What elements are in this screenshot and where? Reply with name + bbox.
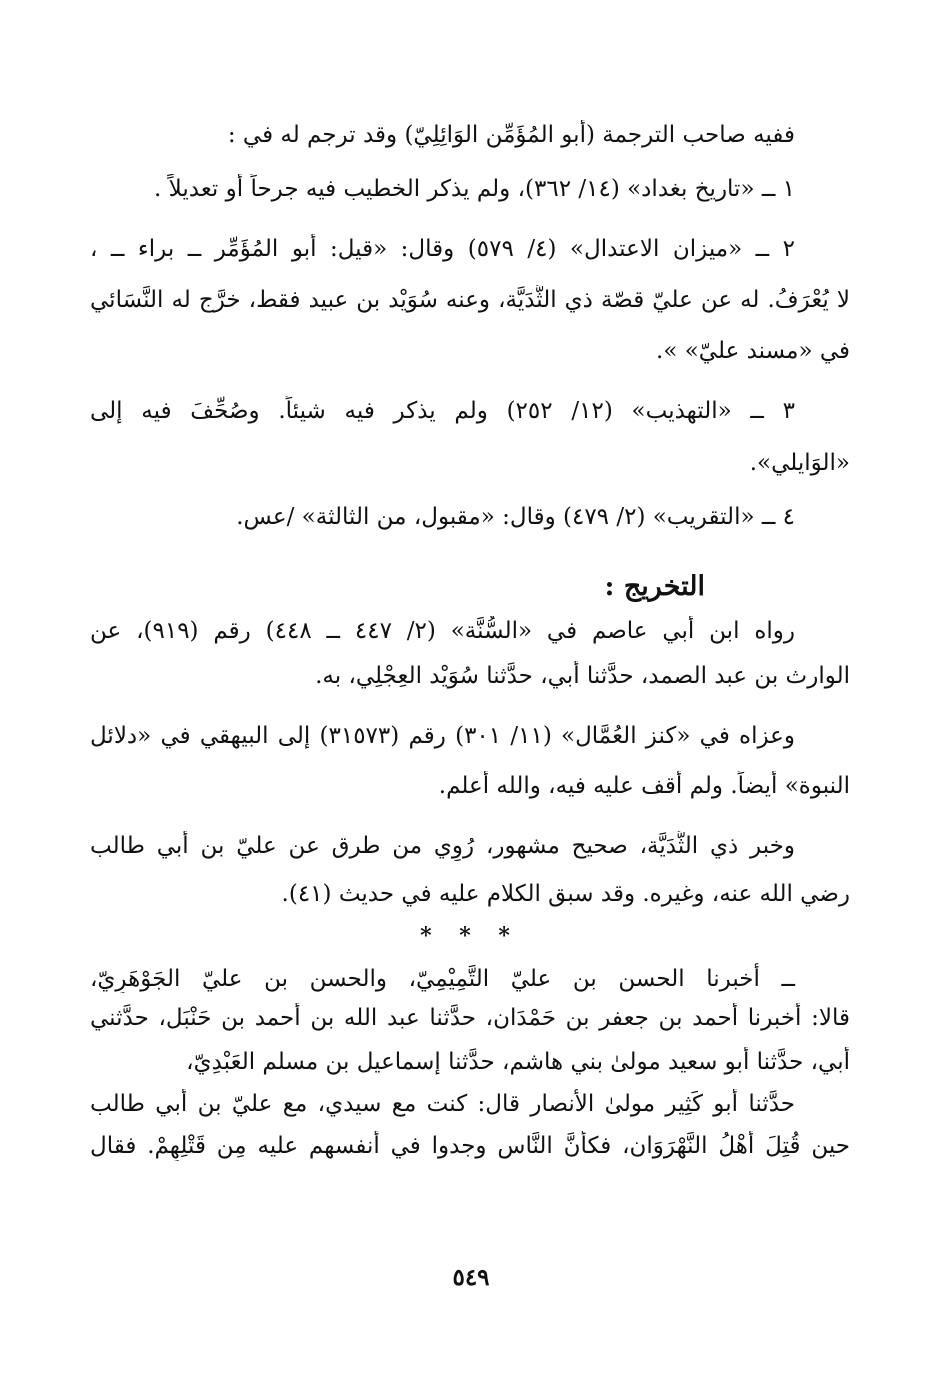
text-line: وعزاه في «كنز العُمَّال» (١١/ ٣٠١) رقم (٣١٥٧٣) إلى البيهقي في «دلائل — [90, 723, 795, 749]
text-line: حدَّثنا أبو كَثِير مولىٰ الأنصار قال: كنت مع سيدي، مع عليّ بن أبي طالب — [90, 1091, 795, 1117]
text-line: النبوة» أيضاً. ولم أقف عليه فيه، والله أعلم. — [438, 773, 850, 799]
page-number: ٥٤٩ — [452, 1264, 490, 1291]
source-item-2: ٢ ــ «ميزان الاعتدال» (٤/ ٥٧٩) وقال: «قيل: أبو المُؤَمِّر ــ براء ــ ، — [90, 236, 796, 262]
hadith-opening-line — [90, 963, 850, 993]
text-line: وخبر ذي الثُّدَيَّة، صحيح مشهور، رُوِي من طرق عن عليّ بن أبي طالب — [90, 833, 795, 859]
page-body — [90, 112, 850, 1161]
text-line: في «مسند عليّ» ». — [656, 338, 850, 364]
source-item-4: ٤ ــ «التقريب» (٢/ ٤٧٩) وقال: «مقبول، من الثالثة» /عس. — [236, 504, 795, 530]
text-line: أبي، حدَّثنا أبو سعيد مولىٰ بني هاشم، حدَّثنا إسماعيل بن مسلم العَبْدِيّ، — [186, 1049, 850, 1075]
source-item-3: ٣ ــ «التهذيب» (١٢/ ٢٥٢) ولم يذكر فيه شيئاً. وصُحِّفَ فيه إلى — [90, 398, 795, 424]
text-line: قالا: أخبرنا أحمد بن جعفر بن حَمْدَان، حدَّثنا عبد الله بن أحمد بن حَنْبَل، حدَّثني — [90, 1005, 850, 1031]
section-heading: التخريج : — [604, 571, 705, 602]
text-line: ــ أخبرنا الحسن بن عليّ التَّمِيْمِيّ، والحسن بن عليّ الجَوْهَرِيّ، — [90, 966, 795, 992]
text-line: الوارث بن عبد الصمد، حدَّثنا أبي، حدَّثنا سُوَيْد العِجْلِي، به. — [315, 663, 850, 689]
text-line: رواه ابن أبي عاصم في «السُّنَّة» (٢/ ٤٤٧ ــ ٤٤٨) رقم (٩١٩)، عن — [90, 618, 795, 644]
text-line: حين قُتِلَ أَهْلُ النَّهْرَوَان، فكأنَّ النَّاس وجدوا في أنفسهم عليه مِن قَتْلِهِمْ. فقال — [90, 1133, 850, 1159]
text-line: لا يُعْرَفُ. له عن عليّ قصّة ذي الثُّدَيَّة، وعنه سُوَيْد بن عبيد فقط، خرَّج له النَّسَائي — [90, 287, 850, 313]
section-separator: * * * — [420, 923, 520, 949]
text-line: رضي الله عنه، وغيره. وقد سبق الكلام عليه في حديث (٤١). — [281, 881, 850, 907]
text-line: ففيه صاحب الترجمة (أبو المُؤَمِّن الوَائِلِيّ) وقد ترجم له في : — [227, 122, 795, 148]
text-line: «الوَايلي». — [749, 450, 850, 476]
source-item-1: ١ ــ «تاريخ بغداد» (١٤/ ٣٦٢)، ولم يذكر الخطيب فيه جرحاً أو تعديلاً . — [154, 176, 795, 202]
